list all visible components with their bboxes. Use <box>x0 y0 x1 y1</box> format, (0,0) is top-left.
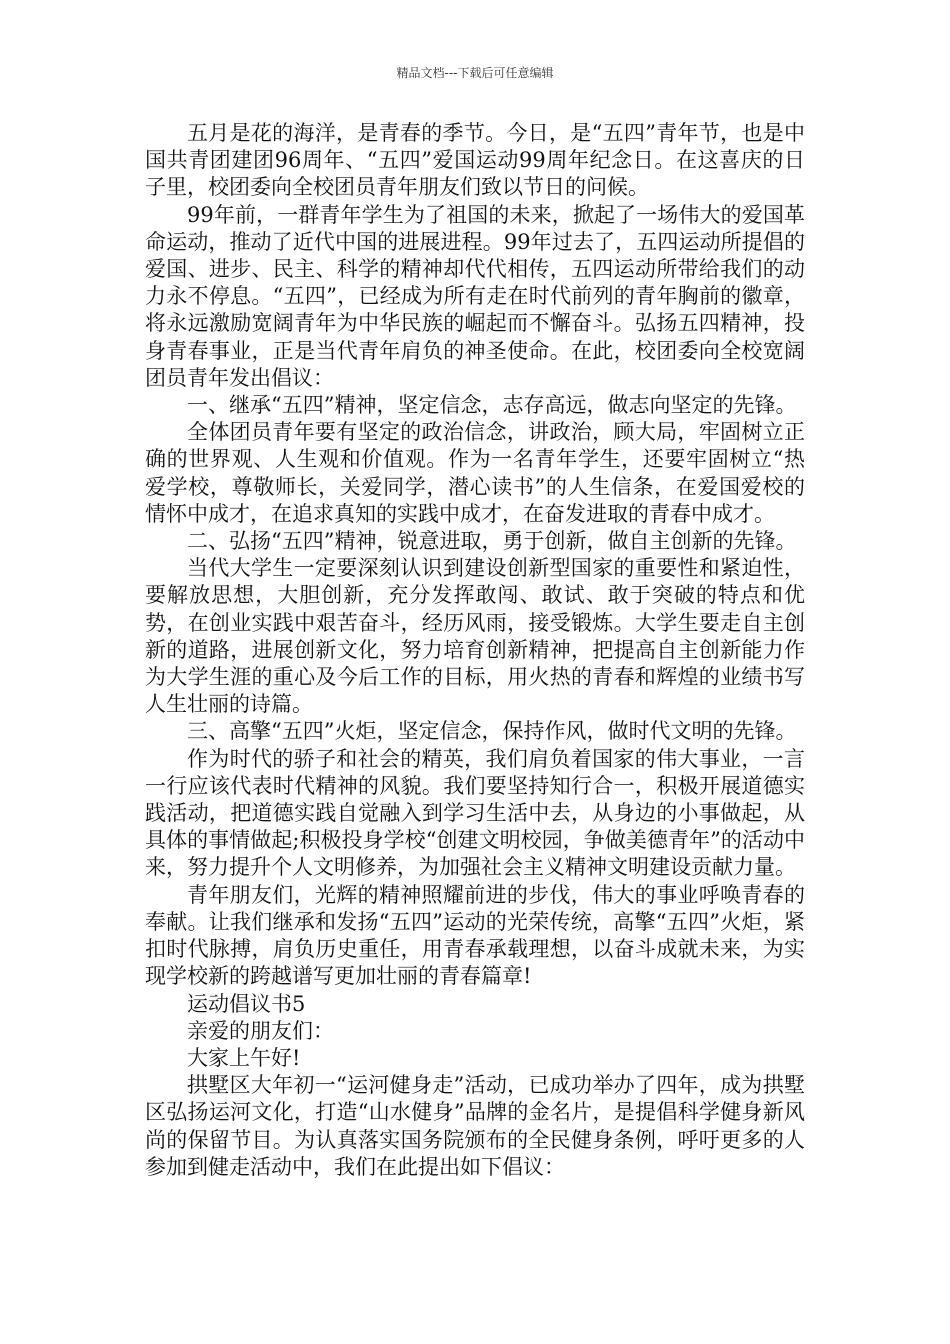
heading-point-two: 二、弘扬“五四”精神，锐意进取，勇于创新，做自主创新的先锋。 <box>187 529 797 554</box>
section-title: 运动倡议书5 <box>187 991 306 1016</box>
paragraph-closing: 青年朋友们，光辉的精神照耀前进的步伐，伟大的事业呼唤青春的奉献。让我们继承和发扬“五四”运动的光荣传统，高擎“五四”火炬，紧扣时代脉搏，肩负历史重任，用青春承载理想，以奋斗成就未来，为实现学校新的跨越谱写更加壮丽的青春篇章! <box>145 882 805 989</box>
salutation: 亲爱的朋友们： <box>187 1018 334 1043</box>
heading-point-one: 一、继承“五四”精神，坚定信念，志存高远，做志向坚定的先锋。 <box>187 393 797 418</box>
greeting: 大家上午好! <box>187 1045 301 1070</box>
page-header: 精品文档---下载后可任意编辑 <box>396 66 554 80</box>
paragraph-point-three: 作为时代的骄子和社会的精英，我们肩负着国家的伟大事业，一言一行应该代表时代精神的风貌。我们要坚持知行合一，积极开展道德实践活动，把道德实践自觉融入到学习生活中去，从身边的小事做起，从具体的事情做起;积极投身学校“创建文明校园，争做美德青年”的活动中来，努力提升个人文明修养，为加强社会主义精神文明建设贡献力量。 <box>145 746 805 880</box>
paragraph-point-two: 当代大学生一定要深刻认识到建设创新型国家的重要性和紧迫性，要解放思想，大胆创新，充分发挥敢闯、敢试、敢于突破的特点和优势，在创业实践中艰苦奋斗，经历风雨，接受锻炼。大学生要走自主创新的道路，进展创新文化，努力培育创新精神，把提高自主创新能力作为大学生涯的重心及今后工作的目标，用火热的青春和辉煌的业绩书写人生壮丽的诗篇。 <box>145 556 805 717</box>
paragraph-history: 99年前，一群青年学生为了祖国的未来，掀起了一场伟大的爱国革命运动，推动了近代中国的进展进程。99年过去了，五四运动所提倡的爱国、进步、民主、科学的精神却代代相传，五四运动所带给我们的动力永不停息。“五四”，已经成为所有走在时代前列的青年胸前的徽章，将永远激励宽阔青年为中华民族的崛起而不懈奋斗。弘扬五四精神，投身青春事业，正是当代青年肩负的神圣使命。在此，校团委向全校宽阔团员青年发出倡议： <box>145 202 805 390</box>
paragraph-intro: 五月是花的海洋，是青春的季节。今日，是“五四”青年节，也是中国共青团建团96周年、“五四”爱国运动99周年纪念日。在这喜庆的日子里，校团委向全校团员青年朋友们致以节日的问候。 <box>145 121 805 200</box>
paragraph-walk-event: 拱墅区大年初一“运河健身走”活动，已成功举办了四年，成为拱墅区弘扬运河文化，打造“山水健身”品牌的金名片，是提倡科学健身新风尚的保留节目。为认真落实国务院颁布的全民健身条例，呼吁更多的人参加到健走活动中，我们在此提出如下倡议： <box>145 1073 805 1179</box>
paragraph-point-one: 全体团员青年要有坚定的政治信念，讲政治，顾大局，牢固树立正确的世界观、人生观和价值观。作为一名青年学生，还要牢固树立“热爱学校，尊敬师长，关爱同学，潜心读书”的人生信条，在爱国爱校的情怀中成才，在追求真知的实践中成才，在奋发进取的青春中成才。 <box>145 420 805 526</box>
document-body <box>145 120 805 1181</box>
heading-point-three: 三、高擎“五四”火炬，坚定信念，保持作风，做时代文明的先锋。 <box>187 719 797 744</box>
